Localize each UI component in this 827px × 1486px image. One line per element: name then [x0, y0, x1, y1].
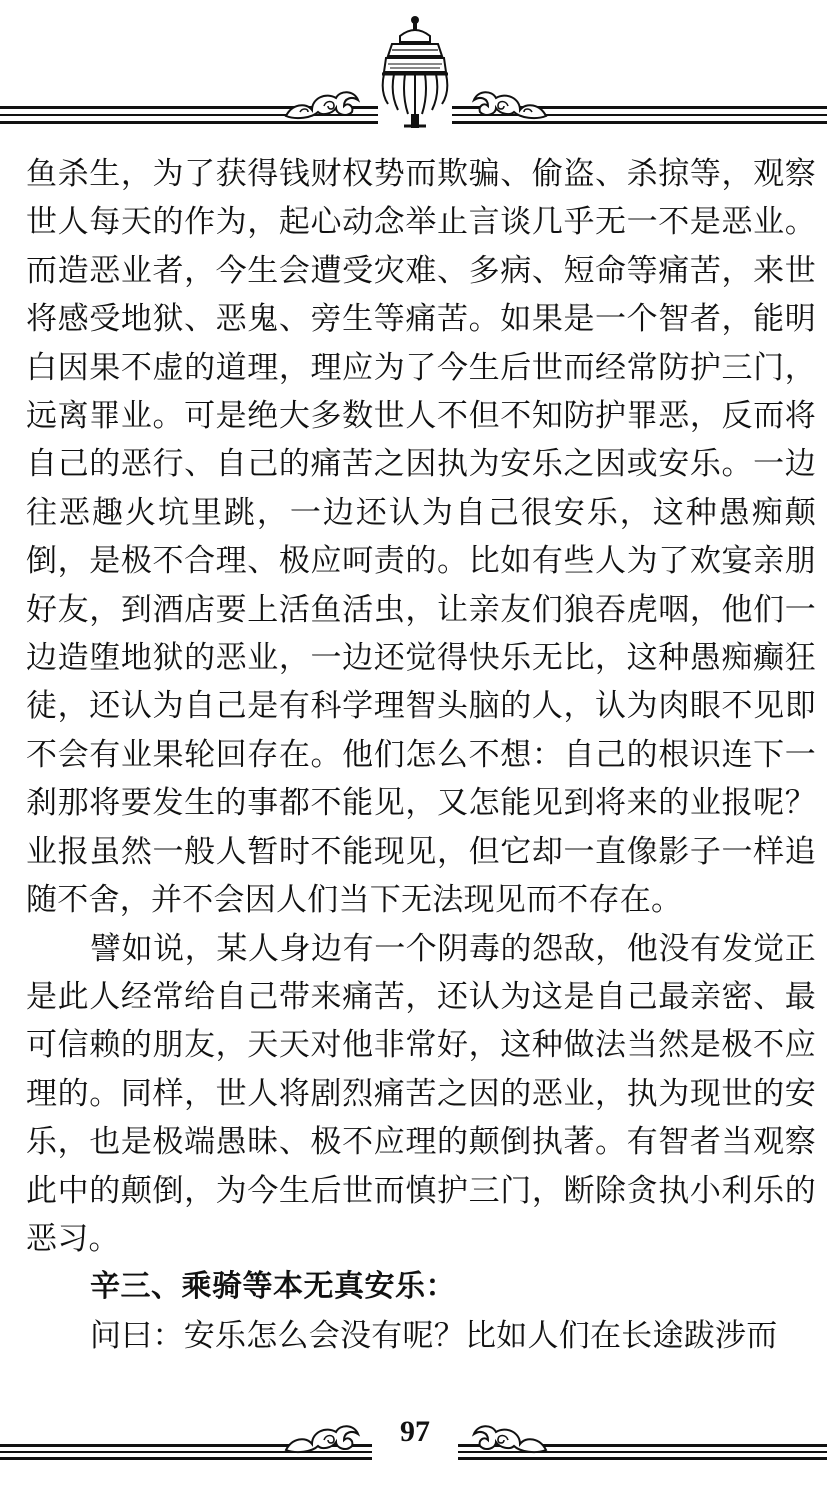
page-number: 97: [383, 1412, 447, 1452]
cloud-ornament-icon: [470, 1416, 550, 1456]
page-header: [0, 0, 827, 140]
cloud-ornament-icon: [282, 82, 362, 122]
body-paragraph: 问曰：安乐怎么会没有呢？比如人们在长途跋涉而: [90, 1317, 778, 1354]
victory-banner-icon: [378, 14, 452, 130]
page-body: [26, 150, 816, 1360]
body-paragraph: 鱼杀生，为了获得钱财权势而欺骗、偷盗、杀掠等，观察世人每天的作为，起心动念举止言谈几乎无一不是恶业。而造恶业者，今生会遭受灾难、多病、短命等痛苦，来世将感受地狱、恶鬼、旁生等痛苦。如果是一个智者，能明白因果不虚的道理，理应为了今生后世而经常防护三门，远离罪业。可是绝大多数世人不但不知防护罪恶，反而将自己的恶行、自己的痛苦之因执为安乐之因或安乐。一边往恶趣火坑里跳，一边还认为自己很安乐，这种愚痴颠倒，是极不合理、极应呵责的。比如有些人为了欢宴亲朋好友，到酒店要上活鱼活虫，让亲友们狼吞虎咽，他们一边造堕地狱的恶业，一边还觉得快乐无比，这种愚痴癫狂徒，还认为自己是有科学理智头脑的人，认为肉眼不见即不会有业果轮回存在。他们怎么不想：自己的根识连下一刹那将要发生的事都不能见，又怎能见到将来的业报呢？业报虽然一般人暂时不能现见，但它却一直像影子一样追随不舍，并不会因人们当下无法现见而不存在。: [26, 156, 816, 919]
body-paragraph: 譬如说，某人身边有一个阴毒的怨敌，他没有发觉正是此人经常给自己带来痛苦，还认为这是自己最亲密、最可信赖的朋友，天天对他非常好，这种做法当然是极不应理的。同样，世人将剧烈痛苦之因的恶业，执为现世的安乐，也是极端愚昧、极不应理的颠倒执著。有智者当观察此中的颠倒，为今生后世而慎护三门，断除贪执小利乐的恶习。: [26, 930, 816, 1257]
cloud-ornament-icon: [282, 1416, 362, 1456]
cloud-ornament-icon: [470, 82, 550, 122]
page-footer: [0, 1404, 827, 1474]
section-heading: 辛三、乘骑等本无真安乐：: [90, 1269, 456, 1305]
